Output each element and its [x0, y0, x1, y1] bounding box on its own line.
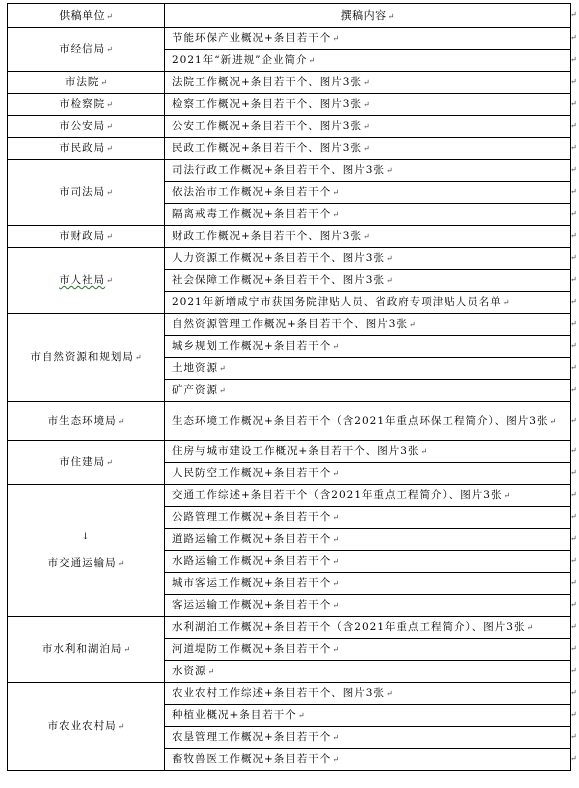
document-page [7, 3, 571, 771]
unit-name: 市民政局 [59, 142, 106, 154]
unit-name: 市水利和湖泊局 [41, 643, 123, 655]
content-cell [165, 182, 571, 204]
content-text: 城市客运工作概况+条目若干个 [172, 577, 332, 589]
content-text: 人民防空工作概况+条目若干个 [172, 467, 332, 479]
stray-arrow: ↓ [81, 532, 91, 542]
header-content-text: 撰稿内容 [340, 8, 387, 22]
table-row [8, 94, 571, 116]
table-row [8, 160, 571, 182]
unit-cell-content [8, 42, 164, 57]
content-text: 生态环境工作概况+条目若干个（含2021年重点环保工程简介）、图片3张 [172, 414, 549, 427]
unit-line [30, 350, 141, 365]
header-unit [8, 4, 165, 28]
content-cell [165, 595, 571, 617]
table-row [8, 138, 571, 160]
unit-cell [8, 72, 165, 94]
unit-cell [8, 116, 165, 138]
table-row [8, 28, 571, 50]
paragraph-mark: ↵ [117, 722, 125, 731]
paragraph-mark: ↵ [117, 416, 125, 426]
content-text: 城乡规划工作概况+条目若干个 [172, 340, 332, 352]
row-end-mark: ↵ [570, 710, 577, 719]
row-end-mark: ↵ [570, 385, 577, 394]
unit-cell-content [8, 350, 164, 365]
table-row [8, 226, 571, 248]
unit-line [59, 141, 113, 156]
row-end-mark: ↵ [570, 297, 577, 306]
unit-cell [8, 28, 165, 72]
unit-name: 市交通运输局 [47, 557, 117, 569]
unit-cell-content [8, 229, 164, 244]
unit-cell-content [8, 455, 164, 470]
content-cell [165, 138, 571, 160]
row-end-mark: ↵ [570, 415, 577, 425]
unit-name: 市农业农村局 [47, 720, 117, 732]
unit-cell-content [8, 530, 164, 571]
table-header-row [8, 4, 571, 28]
unit-cell-content [8, 719, 164, 734]
paragraph-mark: ↵ [219, 364, 226, 373]
row-end-mark: ↵ [570, 143, 577, 152]
row-end-mark: ↵ [570, 10, 577, 19]
content-cell [165, 28, 571, 50]
table-row [8, 617, 571, 639]
table-row [8, 72, 571, 94]
row-end-mark: ↵ [570, 55, 577, 64]
content-cell [165, 639, 571, 661]
content-text: 种植业概况+条目若干个 [172, 709, 297, 721]
unit-name: 市自然资源和规划局 [30, 351, 134, 363]
content-text: 隔离戒毒工作概况+条目若干个 [172, 208, 332, 220]
paragraph-mark: ↵ [106, 276, 113, 285]
unit-cell [8, 248, 165, 314]
content-text: 水路运输工作概况+条目若干个 [172, 555, 332, 567]
content-cell [165, 573, 571, 595]
paragraph-mark: ↵ [332, 342, 340, 351]
content-cell [165, 683, 571, 705]
content-cell [165, 270, 571, 292]
unit-line [59, 185, 113, 200]
unit-cell-content [8, 97, 164, 112]
content-text: 节能环保产业概况+条目若干个 [172, 32, 332, 44]
unit-line [48, 556, 125, 571]
paragraph-mark: ↵ [526, 623, 534, 632]
table-row [8, 485, 571, 507]
row-end-mark: ↵ [570, 732, 577, 741]
row-end-mark: ↵ [570, 341, 577, 350]
paragraph-mark: ↵ [362, 100, 370, 109]
unit-cell-content [8, 75, 164, 90]
paragraph-mark: ↵ [123, 645, 131, 654]
row-end-mark: ↵ [570, 209, 577, 218]
paragraph-mark: ↵ [362, 144, 370, 153]
content-cell [165, 292, 571, 314]
paragraph-mark: ↵ [106, 458, 113, 467]
content-text: 畜牧兽医工作概况+条目若干个 [172, 753, 332, 765]
paragraph-mark: ↵ [297, 711, 305, 720]
paragraph-mark: ↵ [332, 733, 340, 742]
row-end-mark: ↵ [570, 165, 577, 174]
paragraph-mark: ↵ [332, 513, 340, 522]
content-text: 公安工作概况+条目若干个、图片3张 [172, 120, 362, 132]
content-cell [165, 551, 571, 573]
unit-name: 市司法局 [59, 186, 106, 198]
table-row [8, 314, 571, 336]
unit-cell [8, 160, 165, 226]
header-content [165, 4, 571, 28]
content-text: 自然资源管理工作概况+条目若干个、图片3张 [172, 318, 408, 330]
content-cell [165, 727, 571, 749]
row-end-mark: ↵ [570, 446, 577, 455]
content-cell [165, 507, 571, 529]
unit-line [59, 42, 113, 57]
paragraph-mark: ↵ [385, 276, 393, 285]
row-end-mark: ↵ [570, 77, 577, 86]
paragraph-mark: ↵ [332, 188, 340, 197]
paragraph-mark: ↵ [332, 755, 340, 764]
content-cell [165, 314, 571, 336]
unit-cell [8, 617, 165, 683]
content-text: 财政工作概况+条目若干个、图片3张 [172, 230, 362, 242]
row-end-mark: ↵ [570, 578, 577, 587]
paragraph-mark: ↵ [106, 11, 113, 21]
unit-name: 市经信局 [59, 43, 106, 55]
table-row [8, 441, 571, 463]
paragraph-mark: ↵ [134, 353, 142, 362]
paragraph-mark: ↵ [117, 559, 125, 568]
row-end-mark: ↵ [570, 534, 577, 543]
paragraph-mark: ↵ [408, 320, 416, 329]
row-end-mark: ↵ [570, 319, 577, 328]
content-cell [165, 380, 571, 402]
row-end-mark: ↵ [570, 512, 577, 521]
paragraph-mark: ↵ [332, 210, 340, 219]
unit-line [59, 119, 113, 134]
content-cell [165, 661, 571, 683]
row-end-mark: ↵ [570, 275, 577, 284]
content-text: 民政工作概况+条目若干个、图片3张 [172, 142, 362, 154]
content-cell [165, 485, 571, 507]
content-cell [165, 529, 571, 551]
unit-cell [8, 485, 165, 617]
paragraph-mark: ↵ [106, 188, 113, 197]
paragraph-mark: ↵ [362, 232, 370, 241]
unit-line [48, 719, 125, 734]
content-text: 水利湖泊工作概况+条目若干个（含2021年重点工程简介）、图片3张 [172, 621, 526, 633]
unit-line [59, 455, 113, 470]
paragraph-mark: ↵ [503, 491, 511, 500]
content-text: 农垦管理工作概况+条目若干个 [172, 731, 332, 743]
content-cell [165, 248, 571, 270]
paragraph-mark: ↵ [219, 386, 226, 395]
paragraph-mark: ↵ [549, 416, 557, 426]
row-end-mark: ↵ [570, 99, 577, 108]
submission-table [7, 3, 571, 771]
unit-name: 市生态环境局 [47, 414, 117, 427]
unit-cell [8, 94, 165, 116]
content-cell [165, 463, 571, 485]
row-end-mark: ↵ [570, 600, 577, 609]
unit-cell-content [8, 141, 164, 156]
row-end-mark: ↵ [570, 231, 577, 240]
unit-name: 市公安局 [59, 120, 106, 132]
content-text: 水资源 [172, 665, 207, 677]
row-end-mark: ↵ [570, 253, 577, 262]
content-text: 住房与城市建设工作概况+条目若干个、图片3张 [172, 445, 420, 457]
content-text: 土地资源 [172, 362, 218, 374]
unit-cell-content [8, 185, 164, 200]
content-text: 检察工作概况+条目若干个、图片3张 [172, 98, 362, 110]
content-cell [165, 204, 571, 226]
row-end-mark: ↵ [570, 468, 577, 477]
paragraph-mark: ↵ [332, 469, 340, 478]
unit-name: 市财政局 [59, 230, 106, 242]
unit-line [42, 642, 130, 657]
paragraph-mark: ↵ [420, 447, 428, 456]
table-row [8, 116, 571, 138]
unit-cell [8, 441, 165, 485]
paragraph-mark: ↵ [362, 78, 370, 87]
content-text: 2021年“新进规”企业简介 [172, 54, 308, 66]
content-cell [165, 358, 571, 380]
paragraph-mark: ↵ [308, 56, 316, 65]
paragraph-mark: ↵ [106, 122, 113, 131]
content-cell [165, 226, 571, 248]
unit-cell-content [8, 414, 164, 429]
paragraph-mark: ↵ [332, 645, 340, 654]
unit-line [65, 75, 107, 90]
table-row [8, 402, 571, 441]
content-text: 人力资源工作概况+条目若干个、图片3张 [172, 252, 385, 264]
row-end-mark: ↵ [570, 121, 577, 130]
unit-cell-content [8, 119, 164, 134]
paragraph-mark: ↵ [207, 667, 215, 676]
unit-cell [8, 226, 165, 248]
unit-cell [8, 402, 165, 441]
paragraph-mark: ↵ [332, 601, 340, 610]
content-cell [165, 116, 571, 138]
content-cell [165, 160, 571, 182]
paragraph-mark: ↵ [106, 45, 113, 54]
content-cell [165, 749, 571, 771]
unit-name: 市住建局 [59, 456, 106, 468]
content-text: 2021年新增咸宁市获国务院津贴人员、省政府专项津贴人员名单 [172, 296, 502, 308]
content-text: 交通工作综述+条目若干个（含2021年重点工程简介）、图片3张 [172, 489, 503, 501]
paragraph-mark: ↵ [332, 557, 340, 566]
paragraph-mark: ↵ [106, 232, 113, 241]
row-end-mark: ↵ [570, 666, 577, 675]
paragraph-mark: ↵ [100, 78, 108, 87]
row-end-mark: ↵ [570, 363, 577, 372]
row-end-mark: ↵ [570, 754, 577, 763]
row-end-mark: ↵ [570, 33, 577, 42]
paragraph-mark: ↵ [332, 535, 340, 544]
unit-name: 市法院 [64, 76, 100, 88]
content-cell [165, 617, 571, 639]
paragraph-mark: ↵ [362, 122, 370, 131]
content-text: 道路运输工作概况+条目若干个 [172, 533, 332, 545]
row-end-mark: ↵ [570, 644, 577, 653]
header-unit-text: 供稿单位 [59, 8, 106, 22]
paragraph-mark: ↵ [385, 166, 393, 175]
row-end-mark: ↵ [570, 688, 577, 697]
row-end-mark: ↵ [570, 556, 577, 565]
unit-line [59, 97, 113, 112]
content-cell [165, 50, 571, 72]
content-cell [165, 94, 571, 116]
table-row [8, 248, 571, 270]
content-text: 司法行政工作概况+条目若干个、图片3张 [172, 164, 385, 176]
content-text: 法院工作概况+条目若干个、图片3张 [172, 76, 362, 88]
unit-line [48, 414, 125, 429]
content-cell [165, 336, 571, 358]
content-cell [165, 72, 571, 94]
content-cell [165, 705, 571, 727]
row-end-mark: ↵ [570, 622, 577, 631]
unit-cell [8, 138, 165, 160]
row-end-mark: ↵ [570, 490, 577, 499]
content-text: 依法治市工作概况+条目若干个 [172, 186, 332, 198]
paragraph-mark: ↵ [385, 689, 393, 698]
unit-line [59, 229, 113, 244]
paragraph-mark: ↵ [385, 254, 393, 263]
row-end-mark: ↵ [570, 187, 577, 196]
table-row [8, 683, 571, 705]
content-text: 客运运输工作概况+条目若干个 [172, 599, 332, 611]
paragraph-mark: ↵ [106, 144, 113, 153]
content-cell [165, 402, 571, 441]
paragraph-mark: ↵ [332, 34, 340, 43]
unit-cell [8, 683, 165, 771]
content-text: 农业农村工作综述+条目若干个、图片3张 [172, 687, 385, 699]
unit-cell [8, 314, 165, 402]
paragraph-mark: ↵ [332, 579, 340, 588]
unit-line [59, 273, 113, 288]
content-text: 河道堤防工作概况+条目若干个 [172, 643, 332, 655]
content-text: 公路管理工作概况+条目若干个 [172, 511, 332, 523]
paragraph-mark: ↵ [106, 100, 113, 109]
unit-cell-content [8, 642, 164, 657]
content-text: 矿产资源 [172, 384, 218, 396]
unit-name: 市人社局 [59, 274, 106, 286]
unit-cell-content [8, 273, 164, 288]
paragraph-mark: ↵ [387, 11, 395, 21]
paragraph-mark: ↵ [502, 298, 510, 307]
content-text: 社会保障工作概况+条目若干个、图片3张 [172, 274, 385, 286]
unit-name: 市检察院 [59, 98, 106, 110]
content-cell [165, 441, 571, 463]
